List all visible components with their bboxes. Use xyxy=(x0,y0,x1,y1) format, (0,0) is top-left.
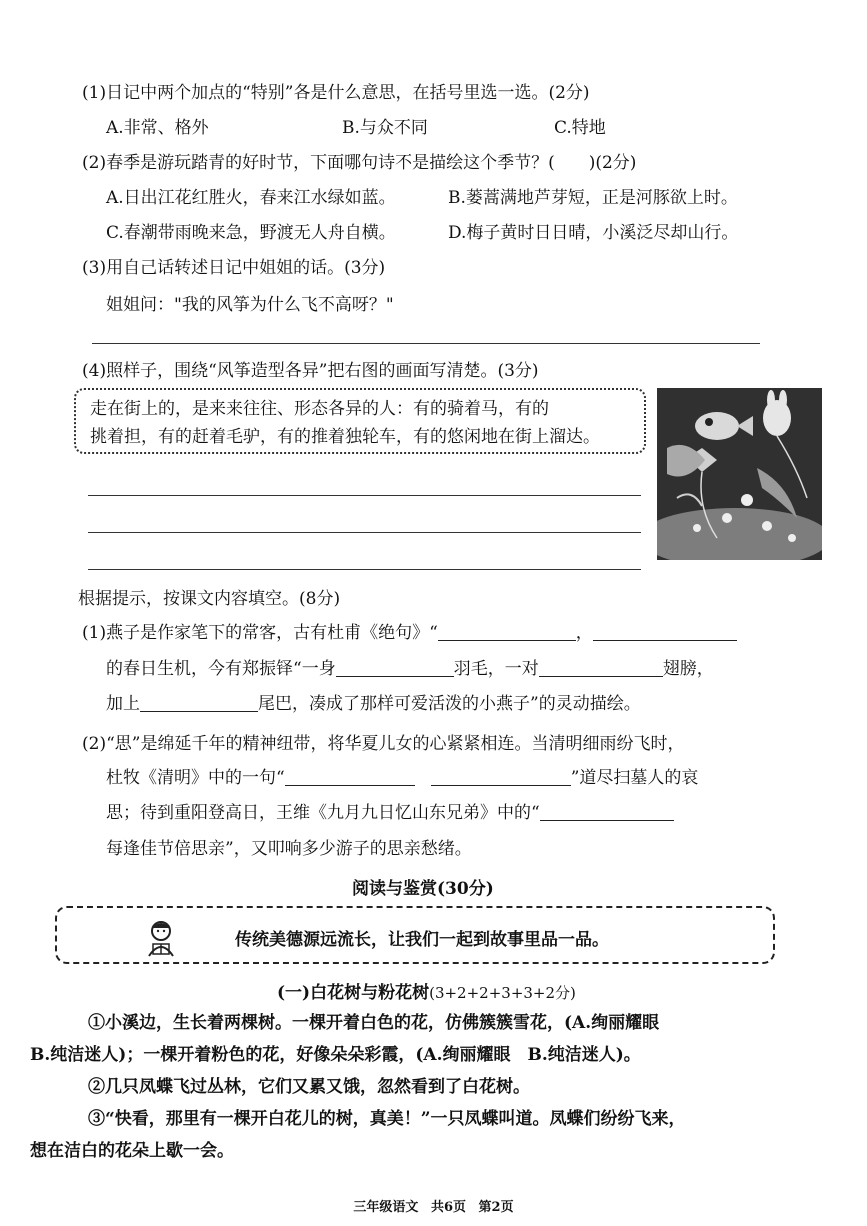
reading-section-title: 阅读与鉴赏(30分) xyxy=(352,879,494,899)
example-line-1: 走在街上的，是来来往往、形态各异的人：有的骑着马，有的 xyxy=(90,399,549,419)
fill-2-line-1: (2)“思”是绵延千年的精神纽带，将华夏儿女的心紧紧相连。当清明细雨纷飞时， xyxy=(82,734,685,754)
question-4-stem: (4)照样子，围绕“风筝造型各异”把右图的画面写清楚。(3分) xyxy=(82,361,539,381)
question-1-option-a: A.非常、格外 xyxy=(106,118,209,138)
fill-1-text-b: 的春日生机，今有郑振铎“一身 xyxy=(106,659,336,679)
fill-2-text-b: 杜牧《清明》中的一句“ xyxy=(106,768,285,788)
fill-1-text-f: 尾巴，凑成了那样可爱活泼的小燕子”的灵动描绘。 xyxy=(258,694,641,714)
story-paragraph-3: ③“快看，那里有一棵开白花儿的树，真美！”一只凤蝶叫道。凤蝶们纷纷飞来， xyxy=(88,1109,686,1129)
example-box xyxy=(74,388,646,454)
question-2-option-b: B.蒌蒿满地芦芽短，正是河豚欲上时。 xyxy=(448,188,738,208)
fill-1-line-1 xyxy=(82,622,737,644)
answer-line[interactable] xyxy=(92,343,760,344)
blank[interactable] xyxy=(540,802,674,821)
story-title xyxy=(277,978,576,1003)
question-2-stem: (2)春季是游玩踏青的好时节，下面哪句诗不是描绘这个季节？( )(2分) xyxy=(82,153,637,173)
story-paragraph-1-cont: B.纯洁迷人)；一棵开着粉色的花，好像朵朵彩霞，(A.绚丽耀眼 B.纯洁迷人)。 xyxy=(30,1045,641,1065)
answer-line[interactable] xyxy=(88,569,641,570)
question-2-option-a: A.日出江花红胜火，春来江水绿如蓝。 xyxy=(106,188,396,208)
fill-2-text-d: 思；待到重阳登高日，王维《九月九日忆山东兄弟》中的“ xyxy=(106,803,540,823)
footer-total-pages: 共6页 xyxy=(430,1200,466,1215)
fill-1-text-a: (1)燕子是作家笔下的常客，古有杜甫《绝句》“ xyxy=(82,623,438,643)
blank[interactable] xyxy=(593,622,737,641)
reading-child-icon xyxy=(139,916,183,960)
story-paragraph-1: ①小溪边，生长着两棵树。一棵开着白色的花，仿佛簇簇雪花，(A.绚丽耀眼 xyxy=(88,1013,660,1033)
blank[interactable] xyxy=(539,658,663,677)
kite-picture xyxy=(657,388,822,560)
answer-line[interactable] xyxy=(88,495,641,496)
fill-2-line-2 xyxy=(106,767,698,789)
question-1-option-c: C.特地 xyxy=(554,118,606,138)
fill-2-text-c: ”道尽扫墓人的哀 xyxy=(570,768,699,788)
fill-1-line-2 xyxy=(106,658,714,680)
question-1-option-b: B.与众不同 xyxy=(342,118,428,138)
question-3-stem: (3)用自己话转述日记中姐姐的话。(3分) xyxy=(82,258,386,278)
question-3-quote: 姐姐问："我的风筝为什么飞不高呀？" xyxy=(106,295,394,315)
story-paragraph-2: ②几只凤蝶飞过丛林，它们又累又饿，忽然看到了白花树。 xyxy=(88,1077,530,1097)
story-title-text: (一)白花树与粉花树 xyxy=(277,983,430,1003)
blank[interactable] xyxy=(140,693,258,712)
fill-section-title: 根据提示，按课文内容填空。(8分) xyxy=(78,589,341,609)
story-paragraph-3-cont: 想在洁白的花朵上歇一会。 xyxy=(30,1141,234,1161)
example-line-2: 挑着担，有的赶着毛驴，有的推着独轮车，有的悠闲地在街上溜达。 xyxy=(90,427,600,447)
kite-illustration xyxy=(657,388,822,560)
answer-line[interactable] xyxy=(88,532,641,533)
footer-subject: 三年级语文 xyxy=(353,1200,419,1215)
fill-2-line-4: 每逢佳节倍思亲”，又叩响多少游子的思亲愁绪。 xyxy=(106,839,472,859)
blank[interactable] xyxy=(336,658,454,677)
page-footer xyxy=(0,1196,867,1215)
footer-page-number: 第2页 xyxy=(478,1200,514,1215)
reading-banner-text: 传统美德源远流长，让我们一起到故事里品一品。 xyxy=(235,930,609,950)
fill-1-comma: ， xyxy=(575,623,593,643)
story-score: (3+2+2+3+3+2分) xyxy=(429,984,576,1002)
question-2-option-c: C.春潮带雨晚来急，野渡无人舟自横。 xyxy=(106,223,396,243)
question-1-stem: (1)日记中两个加点的“特别”各是什么意思，在括号里选一选。(2分) xyxy=(82,83,590,103)
fill-2-line-3 xyxy=(106,802,674,824)
fill-1-line-3 xyxy=(106,693,641,715)
blank[interactable] xyxy=(438,622,576,641)
reading-banner xyxy=(55,906,775,964)
question-2-option-d: D.梅子黄时日日晴，小溪泛尽却山行。 xyxy=(448,223,739,243)
blank[interactable] xyxy=(285,767,415,786)
blank[interactable] xyxy=(431,767,571,786)
fill-1-text-c: 羽毛，一对 xyxy=(453,659,539,679)
fill-1-text-e: 加上 xyxy=(106,694,140,714)
fill-1-text-d: 翅膀， xyxy=(662,659,714,679)
